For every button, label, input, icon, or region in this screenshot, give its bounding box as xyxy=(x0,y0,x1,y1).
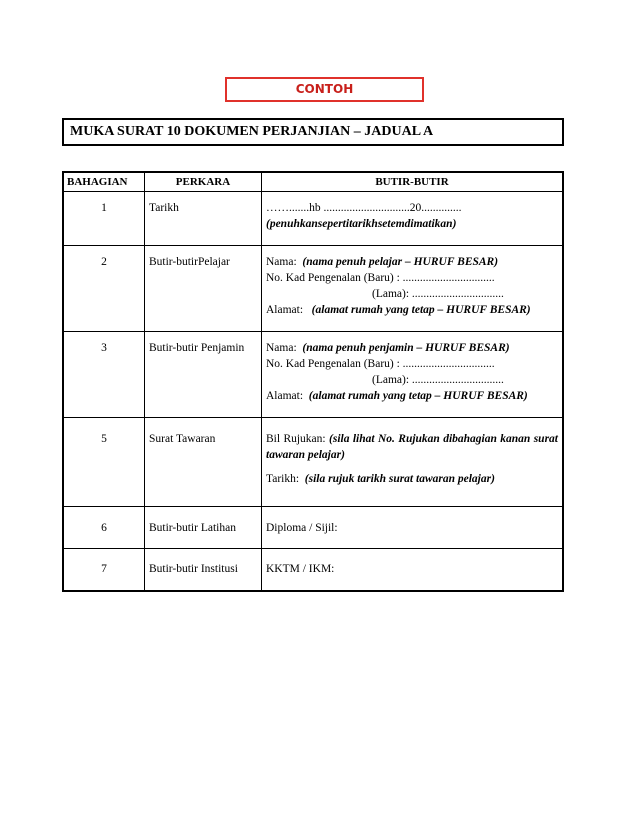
date-note: (penuhkansepertitarikhsetemdimatikan) xyxy=(266,218,457,230)
row-number: 6 xyxy=(63,507,145,549)
row-number: 5 xyxy=(63,418,145,507)
row-item: Tarikh xyxy=(145,192,262,246)
header-bahagian: BAHAGIAN xyxy=(63,172,145,192)
table-row xyxy=(63,332,563,418)
schedule-table xyxy=(62,171,564,592)
row-details xyxy=(262,192,564,246)
offer-date-line xyxy=(266,471,558,487)
address-label: Alamat: xyxy=(266,390,304,402)
row-details xyxy=(262,332,564,418)
table-row xyxy=(63,418,563,507)
offer-date-value: (sila rujuk tarikh surat tawaran pelajar) xyxy=(304,473,495,485)
name-label: Nama: xyxy=(266,256,297,268)
table-header-row xyxy=(63,172,563,192)
row-number: 7 xyxy=(63,549,145,591)
row-number: 1 xyxy=(63,192,145,246)
address-value: (alamat rumah yang tetap – HURUF BESAR) xyxy=(308,390,528,402)
address-line xyxy=(266,388,558,404)
row-number: 2 xyxy=(63,246,145,332)
row-item: Surat Tawaran xyxy=(145,418,262,507)
row-details: Diploma / Sijil: xyxy=(262,507,564,549)
header-butir: BUTIR-BUTIR xyxy=(262,172,564,192)
row-number: 3 xyxy=(63,332,145,418)
name-value: (nama penuh pelajar – HURUF BESAR) xyxy=(302,256,499,268)
name-label: Nama: xyxy=(266,342,297,354)
table-row xyxy=(63,192,563,246)
ic-old-line: (Lama): ................................ xyxy=(372,288,504,300)
name-line xyxy=(266,254,558,270)
reference-label: Bil Rujukan: xyxy=(266,433,326,445)
row-item: Butir-butirPelajar xyxy=(145,246,262,332)
sample-badge: CONTOH xyxy=(225,77,424,102)
row-details xyxy=(262,418,564,507)
name-line xyxy=(266,340,558,356)
ic-new-line: No. Kad Pengenalan (Baru) : ................................ xyxy=(266,358,495,370)
header-perkara: PERKARA xyxy=(145,172,262,192)
table-row xyxy=(63,507,563,549)
offer-date-label: Tarikh: xyxy=(266,473,300,485)
address-label: Alamat: xyxy=(266,304,304,316)
ic-old-line: (Lama): ................................ xyxy=(372,374,504,386)
reference-value: (sila lihat No. Rujukan dibahagian kanan surat tawaran pelajar) xyxy=(266,433,558,461)
address-value: (alamat rumah yang tetap – HURUF BESAR) xyxy=(311,304,531,316)
table-row xyxy=(63,246,563,332)
table-row xyxy=(63,549,563,591)
row-details xyxy=(262,246,564,332)
row-item: Butir-butir Penjamin xyxy=(145,332,262,418)
reference-line xyxy=(266,431,558,463)
address-line xyxy=(266,302,558,318)
document-title: MUKA SURAT 10 DOKUMEN PERJANJIAN – JADUAL A xyxy=(62,118,564,146)
row-details: KKTM / IKM: xyxy=(262,549,564,591)
date-line: …….......hb ..............................20.............. xyxy=(266,202,462,214)
name-value: (nama penuh penjamin – HURUF BESAR) xyxy=(302,342,510,354)
ic-new-line: No. Kad Pengenalan (Baru) : ................................ xyxy=(266,272,495,284)
row-item: Butir-butir Institusi xyxy=(145,549,262,591)
row-item: Butir-butir Latihan xyxy=(145,507,262,549)
